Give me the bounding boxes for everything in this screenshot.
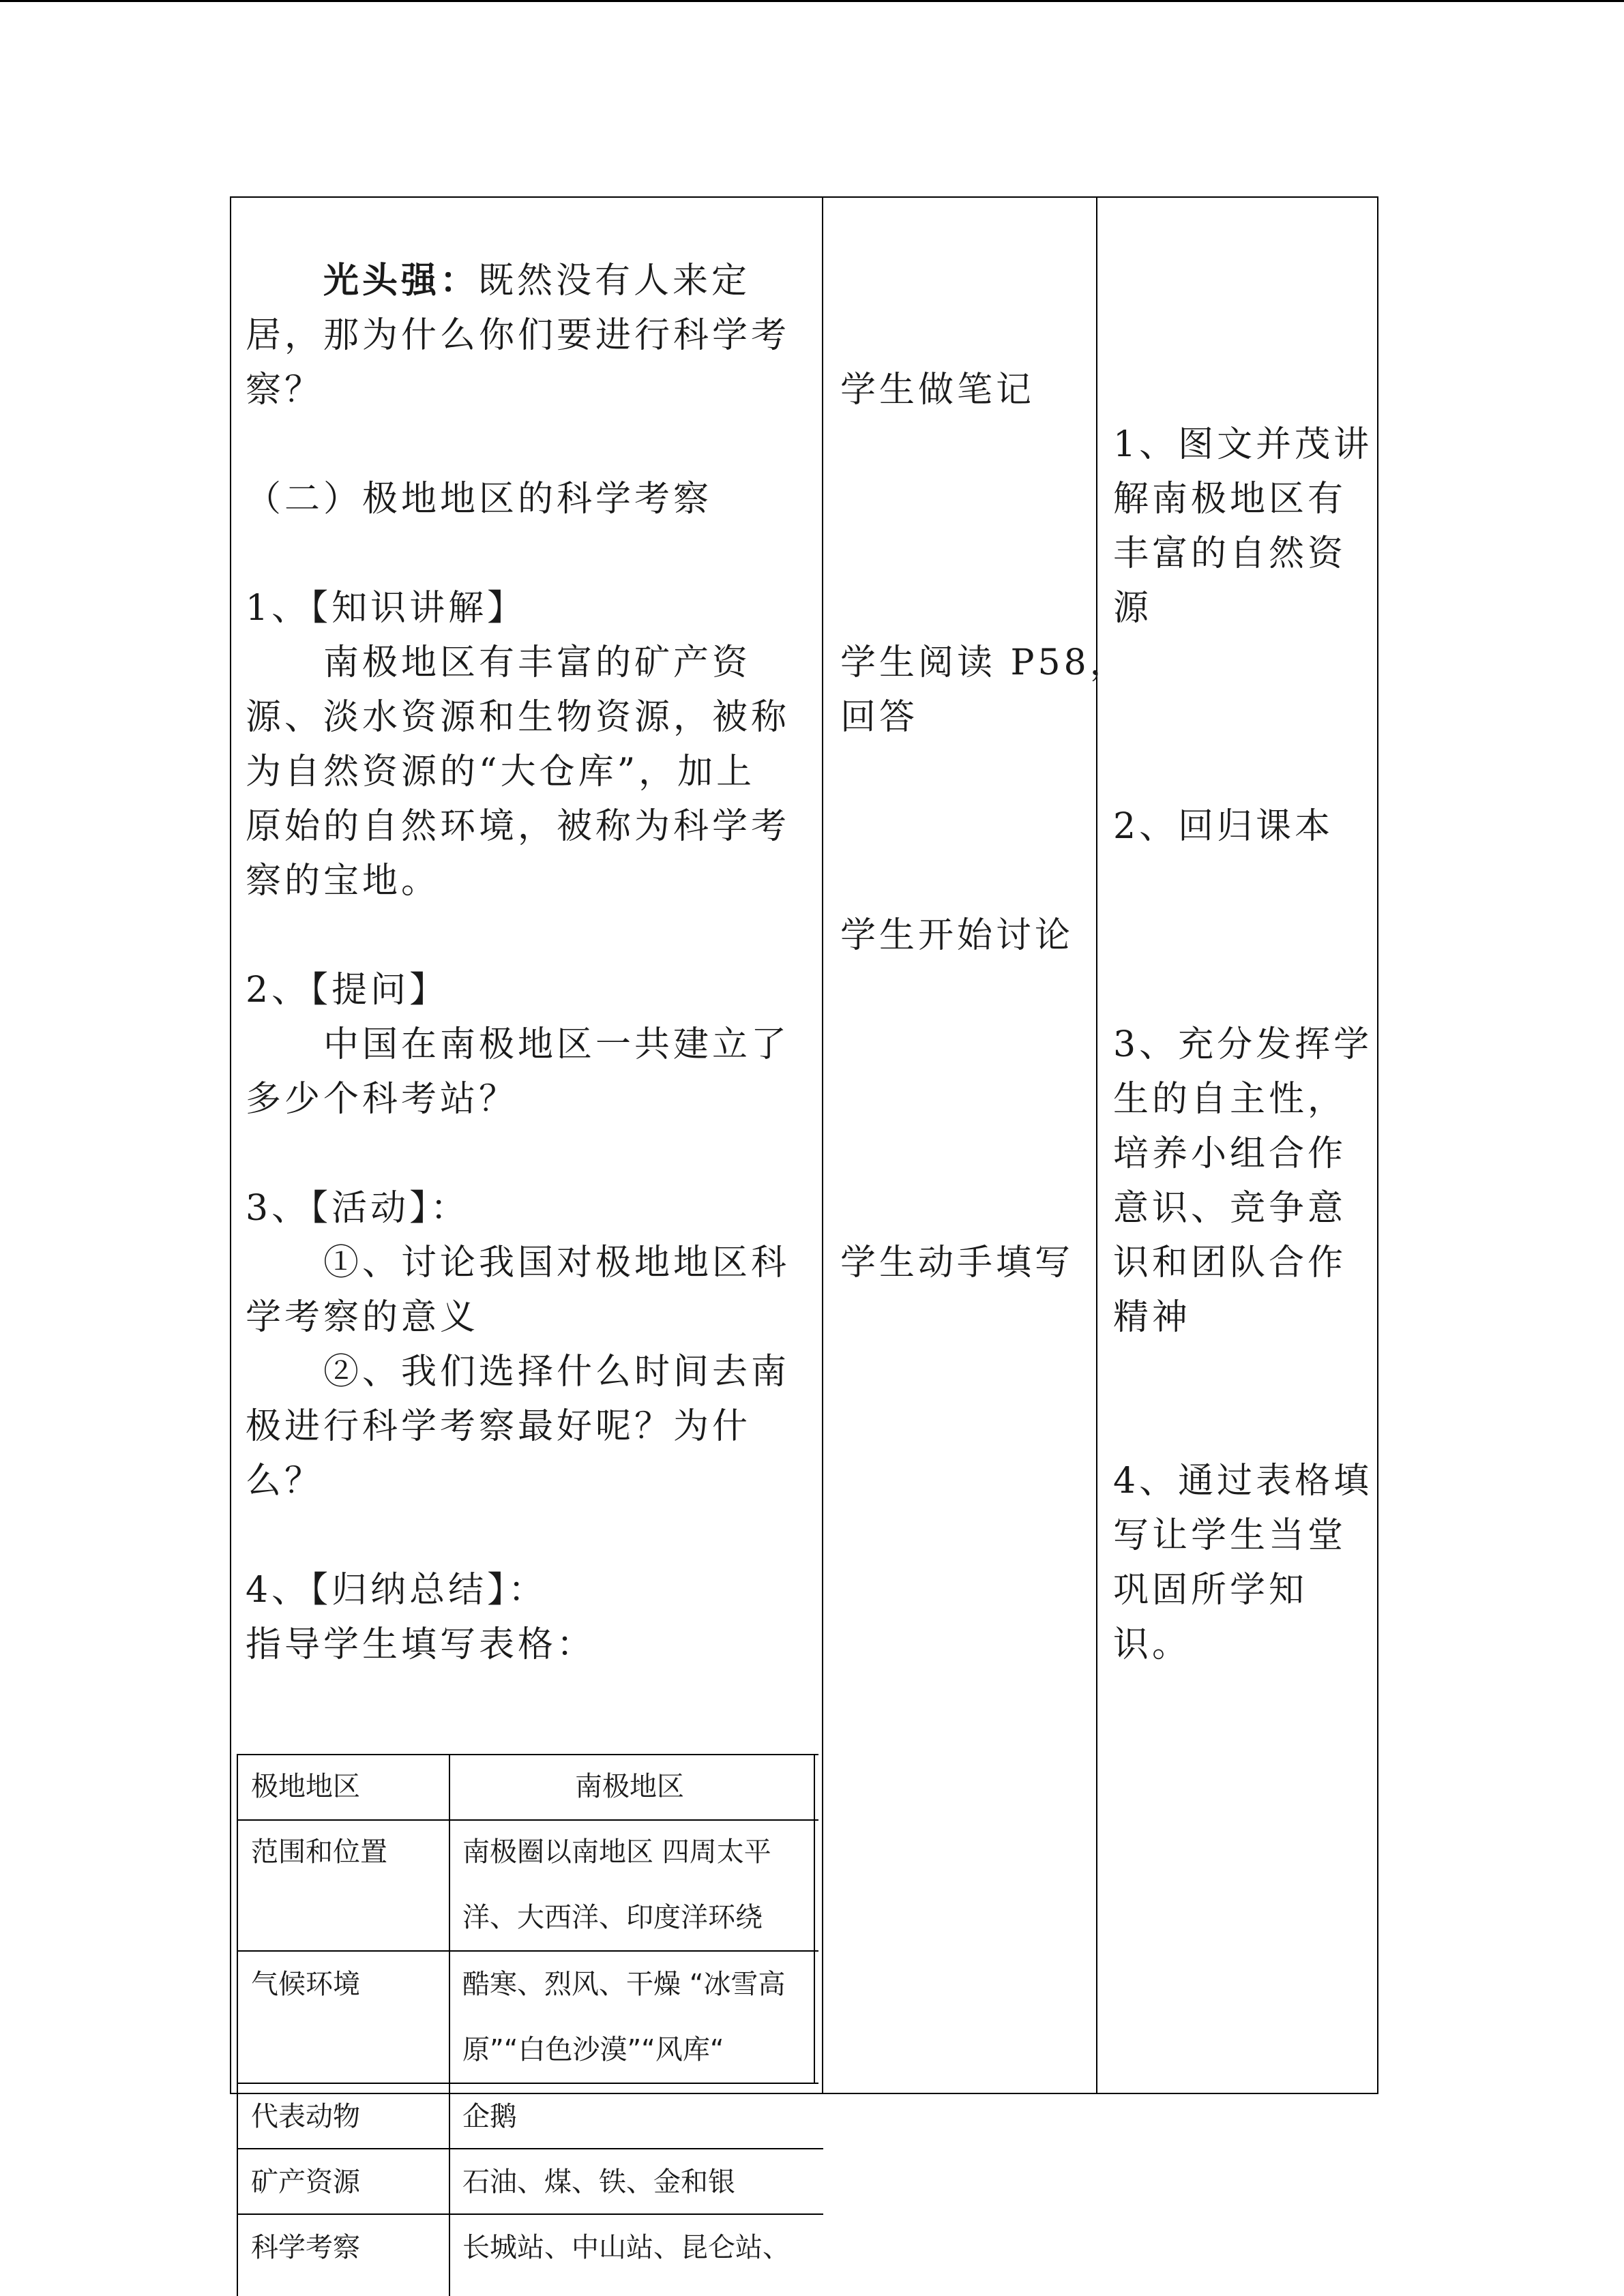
item-title: 4、【归纳总结】： <box>246 1570 548 1611</box>
question-line: 既然没有人来定 <box>478 260 751 301</box>
item-title: 3、【活动】： <box>246 1188 470 1229</box>
intent-line: 2、回归课本 <box>1113 806 1334 847</box>
summary-row-value: 长城站、中山站、昆仑站、 <box>462 2232 790 2263</box>
paragraph-line: 极进行科学考察最好呢？为什 <box>246 1406 752 1447</box>
question-line: 察？ <box>246 370 324 411</box>
page-top-border <box>0 0 1624 2</box>
summary-header-left: 极地地区 <box>251 1771 360 1802</box>
paragraph-line: 指导学生填写表格： <box>246 1624 596 1665</box>
summary-row-label: 代表动物 <box>251 2101 360 2132</box>
item-title: 2、【提问】 <box>246 970 449 1011</box>
paragraph-line: 为自然资源的“大仓库”，加上 <box>246 751 756 792</box>
summary-col-border <box>449 1754 450 2296</box>
summary-col-border <box>814 1754 815 2083</box>
intent-line: 4、通过表格填 <box>1113 1461 1373 1502</box>
summary-row-value: 南极圈以南地区 四周太平 <box>462 1836 771 1868</box>
table-divider-2 <box>1096 196 1097 2094</box>
paragraph-line: 南极地区有丰富的矿产资 <box>323 642 752 683</box>
table-left-border <box>230 196 231 2094</box>
summary-row-value: 石油、煤、铁、金和银 <box>462 2166 735 2198</box>
paragraph-line: 多少个科考站？ <box>246 1079 518 1120</box>
table-bottom-border <box>230 2093 1378 2094</box>
paragraph-line: 原始的自然环境，被称为科学考 <box>246 806 791 847</box>
intent-line: 3、充分发挥学 <box>1113 1024 1373 1065</box>
intent-line: 生的自主性， <box>1113 1079 1347 1120</box>
summary-row-label: 矿产资源 <box>251 2166 360 2198</box>
intent-line: 写让学生当堂 <box>1113 1515 1347 1556</box>
summary-col-border <box>237 1754 238 2296</box>
student-activity-text: 学生阅读 P58， <box>840 642 1129 683</box>
intent-line: 源 <box>1113 588 1153 629</box>
paragraph-line: 中国在南极地区一共建立了 <box>323 1024 791 1065</box>
paragraph-line: ①、讨论我国对极地地区科 <box>323 1242 791 1283</box>
summary-row-value: 企鹅 <box>462 2101 517 2132</box>
summary-row-value: 酷寒、烈风、干燥 “冰雪高 <box>462 1969 786 2000</box>
student-activity-text: 学生做笔记 <box>840 370 1035 411</box>
intent-line: 巩固所学知 <box>1113 1570 1308 1611</box>
section-title: （二）极地地区的科学考察 <box>246 479 713 520</box>
intent-line: 意识、竞争意 <box>1113 1188 1347 1229</box>
intent-line: 丰富的自然资 <box>1113 533 1347 574</box>
paragraph-line: 察的宝地。 <box>246 861 441 901</box>
intent-line: 识。 <box>1113 1624 1192 1665</box>
intent-line: 解南极地区有 <box>1113 479 1347 520</box>
paragraph-line: 源、淡水资源和生物资源，被称 <box>246 697 791 738</box>
summary-row-label: 范围和位置 <box>251 1836 387 1868</box>
summary-row-label: 科学考察 <box>251 2232 360 2263</box>
summary-row-label: 气候环境 <box>251 1969 360 2000</box>
intent-line: 精神 <box>1113 1297 1192 1338</box>
intent-line: 1、图文并茂讲 <box>1113 424 1373 465</box>
intent-line: 培养小组合作 <box>1113 1133 1347 1174</box>
student-activity-text: 学生开始讨论 <box>840 915 1074 956</box>
summary-header-right: 南极地区 <box>575 1771 684 1802</box>
student-activity-text: 回答 <box>840 697 919 738</box>
table-top-border <box>230 196 1378 198</box>
intent-line: 识和团队合作 <box>1113 1242 1347 1283</box>
paragraph-line: 学考察的意义 <box>246 1297 479 1338</box>
summary-row-value: 原”“白色沙漠”“风库“ <box>462 2034 724 2066</box>
speaker-name: 光头强： <box>323 260 479 301</box>
table-right-border <box>1377 196 1378 2094</box>
item-title: 1、【知识讲解】 <box>246 588 527 629</box>
student-activity-text: 学生动手填写 <box>840 1242 1074 1283</box>
table-divider-1 <box>822 196 823 2094</box>
summary-row-value: 洋、大西洋、印度洋环绕 <box>462 1902 763 1933</box>
question-line: 居，那为什么你们要进行科学考 <box>246 315 791 356</box>
paragraph-line: 么？ <box>246 1461 324 1502</box>
paragraph-line: ②、我们选择什么时间去南 <box>323 1352 791 1392</box>
